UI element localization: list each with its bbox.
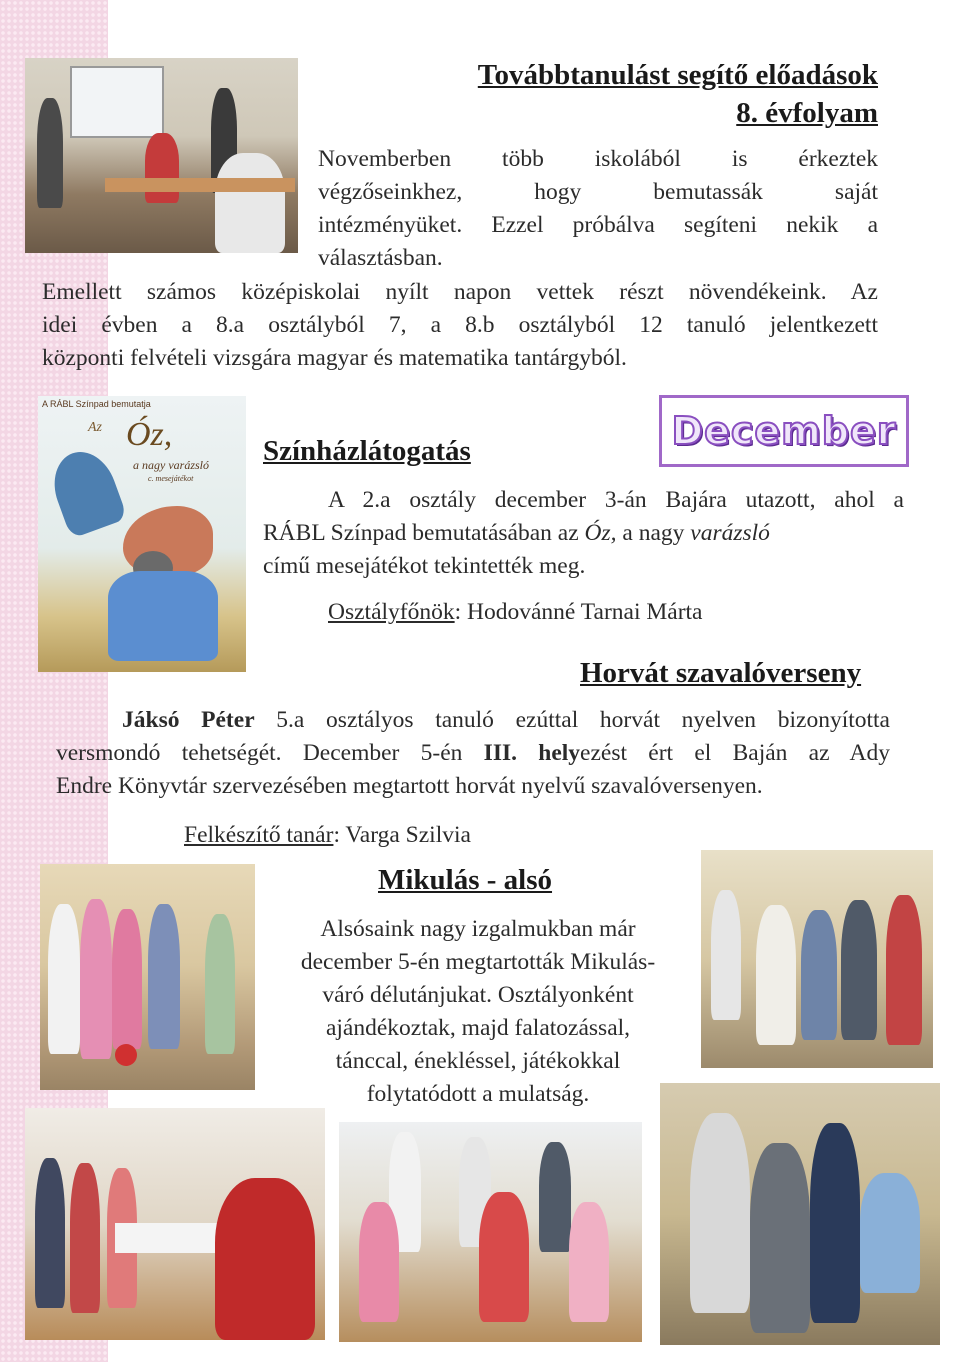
poster-title-sub: a nagy varázsló	[133, 458, 209, 472]
santa-line-1: Alsósaink nagy izgalmukban már	[320, 916, 636, 942]
section-title-santa-lower: Mikulás - alsó	[378, 864, 553, 896]
intro-line-3: intézményüket. Ezzel próbálva segíteni nekik a	[318, 212, 878, 238]
poster-title-note: c. mesejátékot	[148, 474, 194, 483]
prep-teacher-line	[184, 819, 684, 852]
recitation-line-2-part-a: versmondó tehetségét. December 5-én	[56, 740, 484, 766]
section-subtitle-grade-8: 8. évfolyam	[736, 97, 878, 129]
placement-text: III. hely	[483, 740, 581, 766]
class-teacher-name: : Hodovánné Tarnai Márta	[454, 599, 703, 625]
girls-performing-photo	[40, 864, 255, 1090]
intro-line-2: végzőseinkhez, hogy bemutassák saját	[318, 179, 878, 205]
intro-line-1: Novemberben több iskolából is érkeztek	[318, 146, 878, 172]
theatre-line-3: című mesejátékot tekintették meg.	[263, 553, 586, 579]
prep-teacher-name: : Varga Szilvia	[333, 822, 471, 848]
poster-title-prefix: Az	[88, 420, 102, 435]
recitation-line-2	[56, 737, 890, 770]
class-teacher-line	[328, 596, 888, 629]
santa-line-6: folytatódott a mulatság.	[366, 1081, 590, 1107]
paragraph-open-days-line-3: központi felvételi vizsgára magyar és matematika tantárgyból.	[42, 345, 627, 371]
santa-line-2: december 5-én megtartották Mikulás-	[300, 949, 656, 975]
student-name: Jáksó Péter	[122, 707, 255, 733]
recitation-line-1	[122, 704, 890, 737]
recitation-line-1-rest: 5.a osztályos tanuló ezúttal horvát nyelven bizonyította	[254, 707, 890, 733]
month-banner-text: December	[671, 409, 897, 453]
boys-dancing-photo-1	[701, 850, 933, 1068]
theatre-line-2-part-c: a nagy	[616, 520, 691, 546]
class-teacher-label: Osztályfőnök	[328, 599, 455, 625]
month-banner	[659, 395, 909, 467]
santa-line-5: tánccal, énekléssel, játékokkal	[335, 1048, 621, 1074]
class-group-photo	[339, 1122, 642, 1342]
santa-line-4: ajándékoztak, majd falatozással,	[325, 1015, 631, 1041]
theatre-line-2-title-oz: Óz,	[584, 520, 617, 546]
santa-line-3: váró délutánjukat. Osztályonként	[322, 982, 634, 1008]
boys-dancing-photo-2	[660, 1083, 940, 1345]
recitation-line-2-part-c: ezést ért el Baján az Ady	[580, 740, 890, 766]
theatre-line-2-title-wizard: varázsló	[690, 520, 770, 546]
section-title-further-studies: Továbbtanulást segítő előadások	[477, 59, 878, 91]
classroom-presentation-photo	[25, 58, 298, 253]
theatre-line-1: A 2.a osztály december 3-án Bajára utazott, ahol a	[328, 487, 904, 513]
prep-teacher-label: Felkészítő tanár	[184, 822, 334, 848]
poster-title-main: Óz,	[126, 416, 173, 453]
intro-line-4: választásban.	[318, 245, 443, 271]
santa-visit-photo	[25, 1108, 325, 1340]
poster-header-text: A RÁBL Színpad bemutatja	[42, 399, 151, 409]
paragraph-open-days-line-2: idei évben a 8.a osztályból 7, a 8.b osztályból 12 tanuló jelentkezett	[42, 312, 878, 338]
paragraph-open-days-line-1: Emellett számos középiskolai nyílt napon vettek részt növendékeink. Az	[42, 279, 878, 305]
section-title-croatian-recitation: Horvát szavalóverseny	[580, 657, 862, 689]
theatre-line-2-part-a: RÁBL Színpad bemutatásában az	[263, 520, 585, 546]
theatre-line-2	[263, 517, 904, 550]
section-title-theatre-visit: Színházlátogatás	[263, 435, 471, 467]
oz-theatre-poster	[38, 396, 246, 672]
recitation-line-3: Endre Könyvtár szervezésében megtartott horvát nyelvű szavalóversenyen.	[56, 773, 763, 799]
